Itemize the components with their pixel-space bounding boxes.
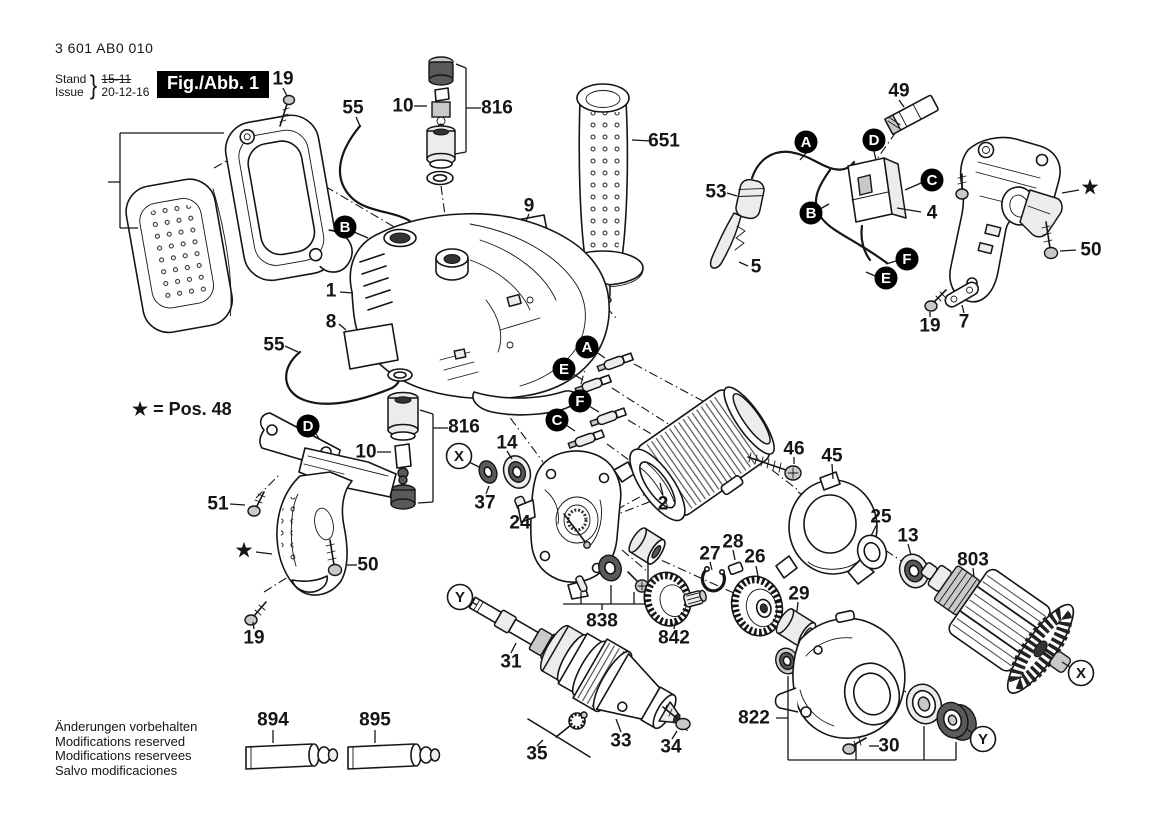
ref-marker-E-right xyxy=(875,267,897,289)
document-number: 3 601 AB0 010 xyxy=(55,40,154,56)
ref-marker-E-mid xyxy=(553,358,575,380)
ref-marker-Y-far xyxy=(971,727,996,752)
issue-date-new: 20-12-16 xyxy=(101,84,150,99)
part-label-50-right: 50 xyxy=(1080,239,1102,261)
part-label-26: 26 xyxy=(744,546,766,568)
air-baffle-45 xyxy=(776,464,877,584)
part-label-816-bottom: 816 xyxy=(448,416,480,438)
svg-text:D: D xyxy=(868,132,880,149)
ref-marker-A-right xyxy=(795,131,817,153)
part-label-8: 8 xyxy=(325,311,337,333)
part-label-842: 842 xyxy=(658,627,690,649)
svg-text:F: F xyxy=(902,251,912,268)
part-label-55-top: 55 xyxy=(342,97,364,119)
part-label-19-top: 19 xyxy=(272,68,294,90)
ref-marker-D-right xyxy=(863,129,885,151)
screw-30 xyxy=(843,738,879,754)
part-label-29: 29 xyxy=(788,583,810,605)
ref-marker-X-far xyxy=(1069,661,1094,686)
svg-text:B: B xyxy=(805,205,817,222)
screw-19-left xyxy=(245,602,266,629)
part-label-803: 803 xyxy=(957,549,989,571)
part-label-27: 27 xyxy=(699,543,721,565)
footer-line-fr: Modifications reservees xyxy=(55,748,192,763)
footer-line-es: Salvo modificaciones xyxy=(55,762,178,778)
motor-housing-1 xyxy=(340,214,609,415)
part-label-9: 9 xyxy=(523,195,535,217)
part-label-838: 838 xyxy=(586,610,618,632)
gear-842 xyxy=(638,563,711,631)
armature-803 xyxy=(894,524,1097,711)
part-label-2: 2 xyxy=(657,493,669,515)
stand-label: Stand xyxy=(55,71,87,86)
leader-26 xyxy=(756,566,758,576)
part-label-19-left: 19 xyxy=(243,627,265,649)
star-note: ★ = Pos. 48 xyxy=(132,399,232,419)
part-label-46: 46 xyxy=(783,438,805,460)
ref-marker-A-mid xyxy=(576,336,598,358)
figure-label: Fig./Abb. 1 xyxy=(157,71,269,98)
issue-date-old: 15-11 xyxy=(101,71,132,86)
screw-50-right xyxy=(1042,222,1076,259)
part-label-34: 34 xyxy=(660,736,682,758)
ref-marker-B-right xyxy=(800,202,822,224)
svg-text:A: A xyxy=(800,134,812,151)
stator-2 xyxy=(620,379,786,533)
svg-text:Y: Y xyxy=(454,589,466,606)
part-label-star-right: ★ xyxy=(1081,177,1099,199)
ref-marker-C-right xyxy=(921,169,943,191)
ref-marker-F-right xyxy=(896,248,918,270)
svg-text:X: X xyxy=(1075,665,1087,682)
bearing-14 xyxy=(499,452,535,492)
part-label-24: 24 xyxy=(509,512,531,534)
part-label-10-top: 10 xyxy=(392,95,414,117)
ref-marker-B-left xyxy=(334,216,356,238)
part-label-30: 30 xyxy=(878,735,900,757)
screw-19-right xyxy=(925,290,946,317)
part-label-895: 895 xyxy=(359,709,391,731)
part-label-28: 28 xyxy=(722,531,744,553)
part-label-1: 1 xyxy=(325,280,337,302)
part-label-45: 45 xyxy=(821,445,843,467)
ref-marker-D-left xyxy=(297,415,319,437)
part-label-31: 31 xyxy=(500,651,522,673)
brush-assembly-top xyxy=(414,57,481,185)
label-sticker-8 xyxy=(339,324,398,369)
side-handle-cover-outer xyxy=(122,175,239,337)
svg-text:D: D xyxy=(302,418,314,435)
part-label-7: 7 xyxy=(958,311,970,333)
ref-marker-C-mid xyxy=(546,409,568,431)
part-label-14: 14 xyxy=(496,432,518,454)
svg-text:E: E xyxy=(558,361,570,378)
part-label-35: 35 xyxy=(526,743,548,765)
part-label-51: 51 xyxy=(207,493,229,515)
washer-37 xyxy=(475,458,503,495)
part-label-10-bottom: 10 xyxy=(355,441,377,463)
circlip-27 xyxy=(702,562,724,591)
part-label-19-right: 19 xyxy=(919,315,941,337)
footer-line-en: Modifications reserved xyxy=(55,733,186,749)
switch-4 xyxy=(848,158,921,222)
ref-marker-Y-mid xyxy=(448,585,473,610)
cable-guard-5 xyxy=(711,213,748,268)
key-28 xyxy=(728,550,743,575)
terminal-connector-C xyxy=(568,429,605,450)
ref-marker-F-mid xyxy=(569,390,591,412)
svg-text:C: C xyxy=(926,172,938,189)
part-label-894: 894 xyxy=(257,709,289,731)
handle-shell-right xyxy=(950,137,1079,301)
part-label-49: 49 xyxy=(888,80,910,102)
part-label-816-top: 816 xyxy=(481,97,513,119)
part-label-822: 822 xyxy=(738,707,770,729)
svg-text:X: X xyxy=(453,448,465,465)
svg-text:B: B xyxy=(339,219,351,236)
issue-label: Issue xyxy=(55,84,84,99)
part-label-star-left: ★ xyxy=(235,540,253,562)
svg-text:Y: Y xyxy=(977,731,989,748)
part-label-651: 651 xyxy=(648,130,680,152)
part-label-25: 25 xyxy=(870,506,892,528)
part-label-5: 5 xyxy=(750,256,762,278)
footer-line-de: Änderungen vorbehalten xyxy=(55,719,198,734)
part-label-13: 13 xyxy=(897,525,919,547)
part-label-50-left: 50 xyxy=(357,554,379,576)
screw-51 xyxy=(230,492,265,516)
part-label-33: 33 xyxy=(610,730,632,752)
part-label-55-bottom: 55 xyxy=(263,334,285,356)
issue-brace: } xyxy=(90,70,98,100)
svg-text:F: F xyxy=(575,393,585,410)
part-label-53: 53 xyxy=(705,181,727,203)
grease-tube-894 xyxy=(246,730,338,769)
grease-tube-895 xyxy=(348,730,440,769)
side-handle-cover-inner xyxy=(221,108,355,287)
leader-x-mid xyxy=(469,462,479,467)
svg-text:C: C xyxy=(551,412,563,429)
part-label-4: 4 xyxy=(926,202,938,224)
svg-text:E: E xyxy=(880,270,892,287)
svg-text:A: A xyxy=(581,339,593,356)
ref-marker-X-mid xyxy=(447,444,472,469)
part-label-37: 37 xyxy=(474,492,496,514)
